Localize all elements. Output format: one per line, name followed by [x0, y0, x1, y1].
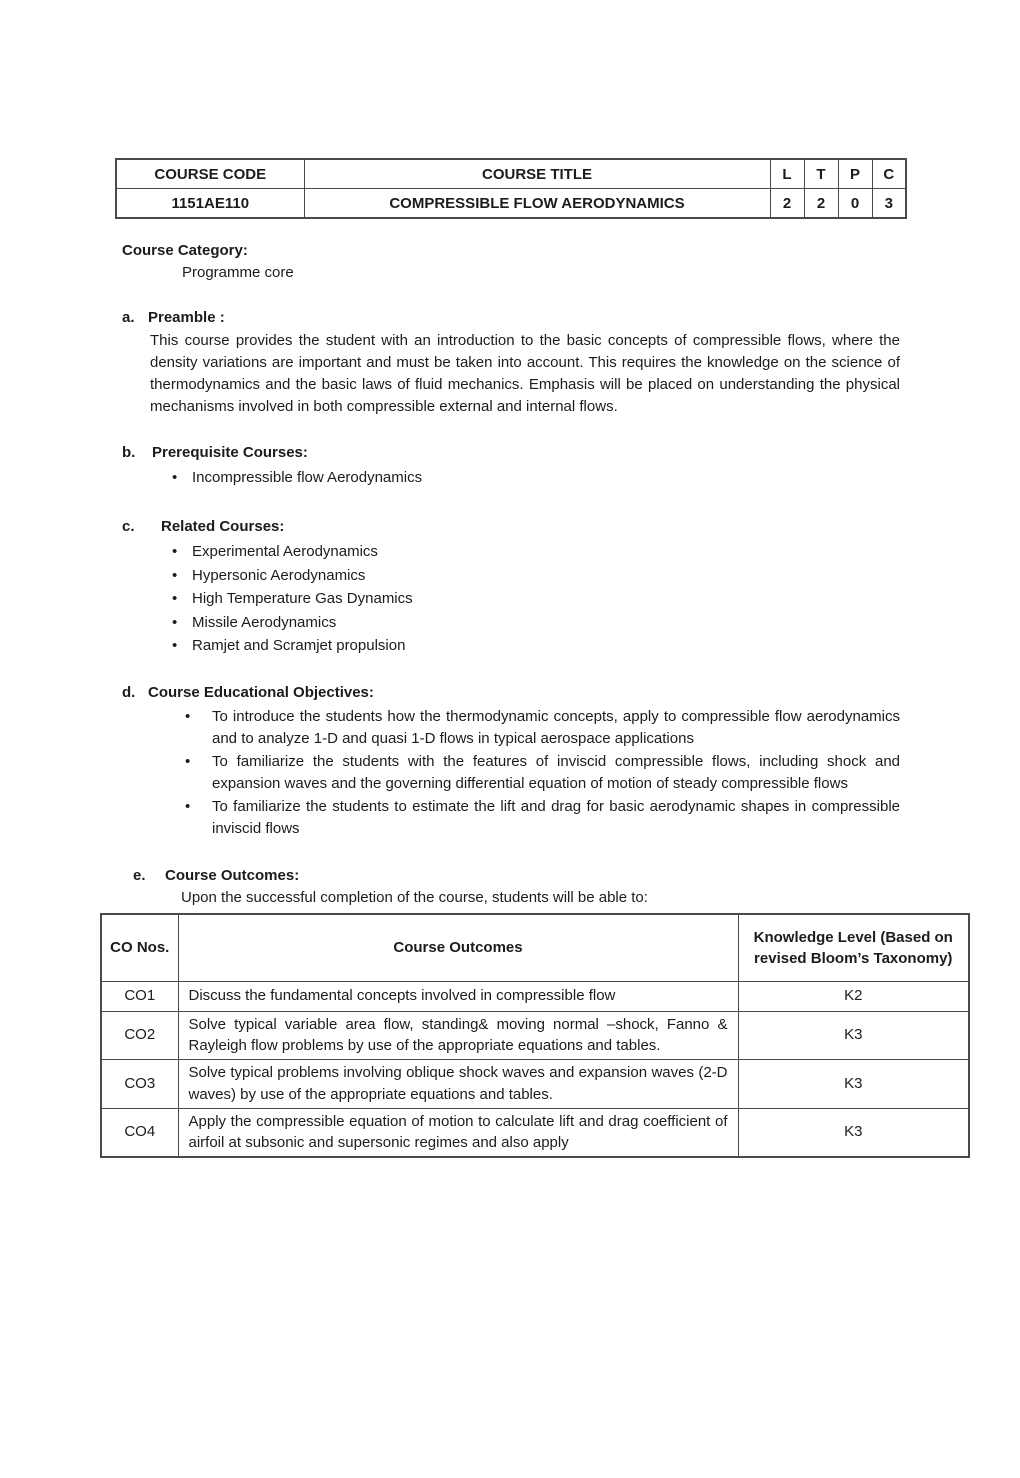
section-course-outcomes — [133, 865, 1020, 909]
ltpc-value-l: 2 — [770, 189, 804, 219]
co-outcome: Solve typical variable area flow, standing& moving normal –shock, Fanno & Rayleigh flow problems by use of the appropriate equations and tables. — [178, 1011, 738, 1059]
section-title: Related Courses: — [161, 518, 285, 535]
section-letter: d. — [122, 683, 136, 701]
co-outcome: Discuss the fundamental concepts involved in compressible flow — [178, 981, 738, 1011]
list-item: • To introduce the students how the thermodynamic concepts, apply to compressible flow aerodynamics and to analyze 1-D and quasi 1-D flows in typical aerospace applications — [185, 706, 900, 751]
co-nos-header: CO Nos. — [101, 914, 178, 982]
prerequisite-list — [172, 466, 1020, 490]
course-title-value: COMPRESSIBLE FLOW AERODYNAMICS — [304, 189, 770, 219]
ltpc-header-p: P — [838, 159, 872, 189]
course-value-row — [116, 189, 906, 219]
section-letter: e. — [133, 866, 146, 884]
section-letter: c. — [122, 518, 135, 535]
course-category-label: Course Category: — [122, 242, 248, 259]
co-level: K3 — [738, 1108, 969, 1157]
list-item: • Missile Aerodynamics — [172, 611, 1020, 635]
list-item: • Incompressible flow Aerodynamics — [172, 466, 1020, 490]
table-row-co3 — [101, 1059, 969, 1108]
section-letter: b. — [122, 444, 136, 461]
list-item: • To familiarize the students with the features of inviscid compressible flows, including shock and expansion waves and the governing differential equation of motion of steady compressible flows — [185, 751, 900, 796]
section-prerequisite-courses — [122, 442, 1020, 490]
objectives-list — [185, 706, 900, 841]
co-number: CO3 — [101, 1059, 178, 1108]
co-level: K3 — [738, 1011, 969, 1059]
co-number: CO1 — [101, 981, 178, 1011]
ltpc-value-p: 0 — [838, 189, 872, 219]
section-related-courses — [122, 516, 1020, 658]
course-code-value: 1151AE110 — [116, 189, 304, 219]
course-outcomes-table — [100, 913, 970, 1158]
section-related-heading — [122, 516, 1020, 538]
co-outcome: Solve typical problems involving oblique shock waves and expansion waves (2-D waves) by use of the appropriate equations and tables. — [178, 1059, 738, 1108]
section-outcomes-heading — [133, 865, 1020, 887]
section-prerequisite-heading — [122, 442, 1020, 464]
section-objectives-heading — [122, 682, 1020, 704]
section-preamble-heading — [122, 307, 1020, 329]
course-header-row — [116, 159, 906, 189]
list-item: • Ramjet and Scramjet propulsion — [172, 634, 1020, 658]
list-item: • Hypersonic Aerodynamics — [172, 564, 1020, 588]
co-level: K3 — [738, 1059, 969, 1108]
co-number: CO4 — [101, 1108, 178, 1157]
document-page — [0, 158, 1020, 1158]
co-outcome: Apply the compressible equation of motion to calculate lift and drag coefficient of airfoil at subsonic and supersonic regimes and also apply — [178, 1108, 738, 1157]
table-row-co4 — [101, 1108, 969, 1157]
course-title-header: COURSE TITLE — [304, 159, 770, 189]
ltpc-header-l: L — [770, 159, 804, 189]
ltpc-header-t: T — [804, 159, 838, 189]
co-level: K2 — [738, 981, 969, 1011]
section-title: Course Educational Objectives: — [148, 683, 374, 701]
course-header-table — [115, 158, 907, 219]
knowledge-level-header: Knowledge Level (Based on revised Bloom’s Taxonomy) — [738, 914, 969, 982]
course-category — [122, 240, 1020, 284]
course-outcomes-header: Course Outcomes — [178, 914, 738, 982]
related-courses-list — [172, 540, 1020, 658]
table-row-co1 — [101, 981, 969, 1011]
section-title: Course Outcomes: — [165, 866, 300, 884]
outcomes-intro-text: Upon the successful completion of the course, students will be able to: — [181, 888, 648, 906]
list-item: • High Temperature Gas Dynamics — [172, 587, 1020, 611]
preamble-paragraph: This course provides the student with an introduction to the basic concepts of compressible flows, where the density variations are important and must be taken into account. This requires the knowledge on the science of thermodynamics and the basic laws of fluid mechanics. Emphasis will be placed on understanding the physical mechanisms involved in both compressible external and internal flows. — [150, 332, 900, 415]
ltpc-value-t: 2 — [804, 189, 838, 219]
co-number: CO2 — [101, 1011, 178, 1059]
section-educational-objectives — [122, 682, 1020, 841]
section-preamble — [122, 307, 1020, 418]
list-item: • Experimental Aerodynamics — [172, 540, 1020, 564]
ltpc-header-c: C — [872, 159, 906, 189]
outcomes-table-header-row — [101, 914, 969, 982]
section-title: Prerequisite Courses: — [152, 444, 308, 461]
table-row-co2 — [101, 1011, 969, 1059]
list-item: • To familiarize the students to estimate the lift and drag for basic aerodynamic shapes in compressible inviscid flows — [185, 796, 900, 841]
section-letter: a. — [122, 309, 135, 326]
ltpc-value-c: 3 — [872, 189, 906, 219]
section-title: Preamble : — [148, 309, 225, 326]
course-category-value: Programme core — [182, 264, 294, 281]
course-code-header: COURSE CODE — [116, 159, 304, 189]
